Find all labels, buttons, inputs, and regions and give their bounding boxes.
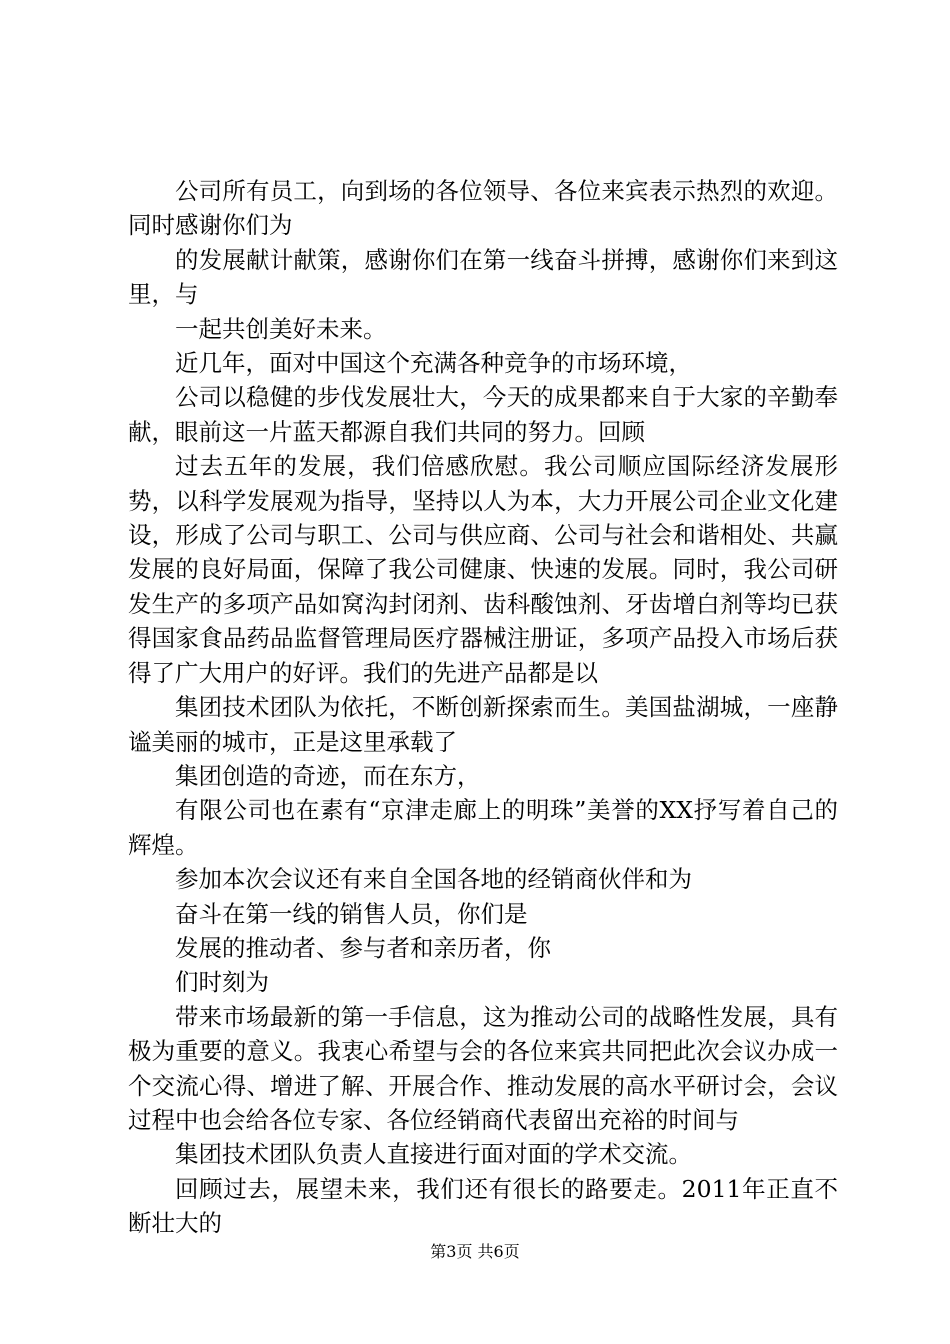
paragraph: 公司以稳健的步伐发展壮大，今天的成果都来自于大家的辛勤奉献，眼前这一片蓝天都源自我们共同的努力。回顾 [128, 383, 838, 446]
paragraph: 公司所有员工，向到场的各位领导、各位来宾表示热烈的欢迎。同时感谢你们为 [128, 177, 838, 240]
paragraph: 一起共创美好未来。 [175, 314, 387, 343]
paragraph: 回顾过去，展望未来，我们还有很长的路要走。2011年正直不断壮大的 [128, 1174, 838, 1238]
document-body [128, 174, 838, 1241]
paragraph: 近几年，面对中国这个充满各种竞争的市场环境， [175, 349, 692, 378]
paragraph: 过去五年的发展，我们倍感欣慰。我公司顺应国际经济发展形势，以科学发展观为指导，坚持以人为本，大力开展公司企业文化建设，形成了公司与职工、公司与供应商、公司与社会和谐相处、共赢发展的良好局面，保障了我公司健康、快速的发展。同时，我公司研发生产的多项产品如窝沟封闭剂、齿科酸蚀剂、牙齿增白剂等均已获得国家食品药品监督管理局医疗器械注册证，多项产品投入市场后获得了广大用户的好评。我们的先进产品都是以 [128, 452, 838, 687]
paragraph: 带来市场最新的第一手信息，这为推动公司的战略性发展，具有极为重要的意义。我衷心希望与会的各位来宾共同把此次会议办成一个交流心得、增进了解、开展合作、推动发展的高水平研讨会，会议过程中也会给各位专家、各位经销商代表留出充裕的时间与 [128, 1002, 838, 1134]
paragraph: 集团创造的奇迹，而在东方， [175, 761, 481, 790]
paragraph: 有限公司也在素有“京津走廊上的明珠”美誉的XX抒写着自己的辉煌。 [128, 796, 838, 859]
paragraph: 奋斗在第一线的销售人员，你们是 [175, 899, 528, 928]
paragraph: 们时刻为 [175, 968, 269, 997]
paragraph: 发展的推动者、参与者和亲历者，你 [175, 933, 551, 962]
page-number-footer: 第3页 共6页 [430, 1242, 520, 1261]
paragraph: 集团技术团队为依托，不断创新探索而生。美国盐湖城，一座静谧美丽的城市，正是这里承载了 [128, 693, 838, 756]
paragraph: 的发展献计献策，感谢你们在第一线奋斗拼搏，感谢你们来到这里，与 [128, 245, 838, 309]
paragraph: 集团技术团队负责人直接进行面对面的学术交流。 [175, 1140, 692, 1169]
paragraph: 参加本次会议还有来自全国各地的经销商伙伴和为 [175, 865, 692, 894]
